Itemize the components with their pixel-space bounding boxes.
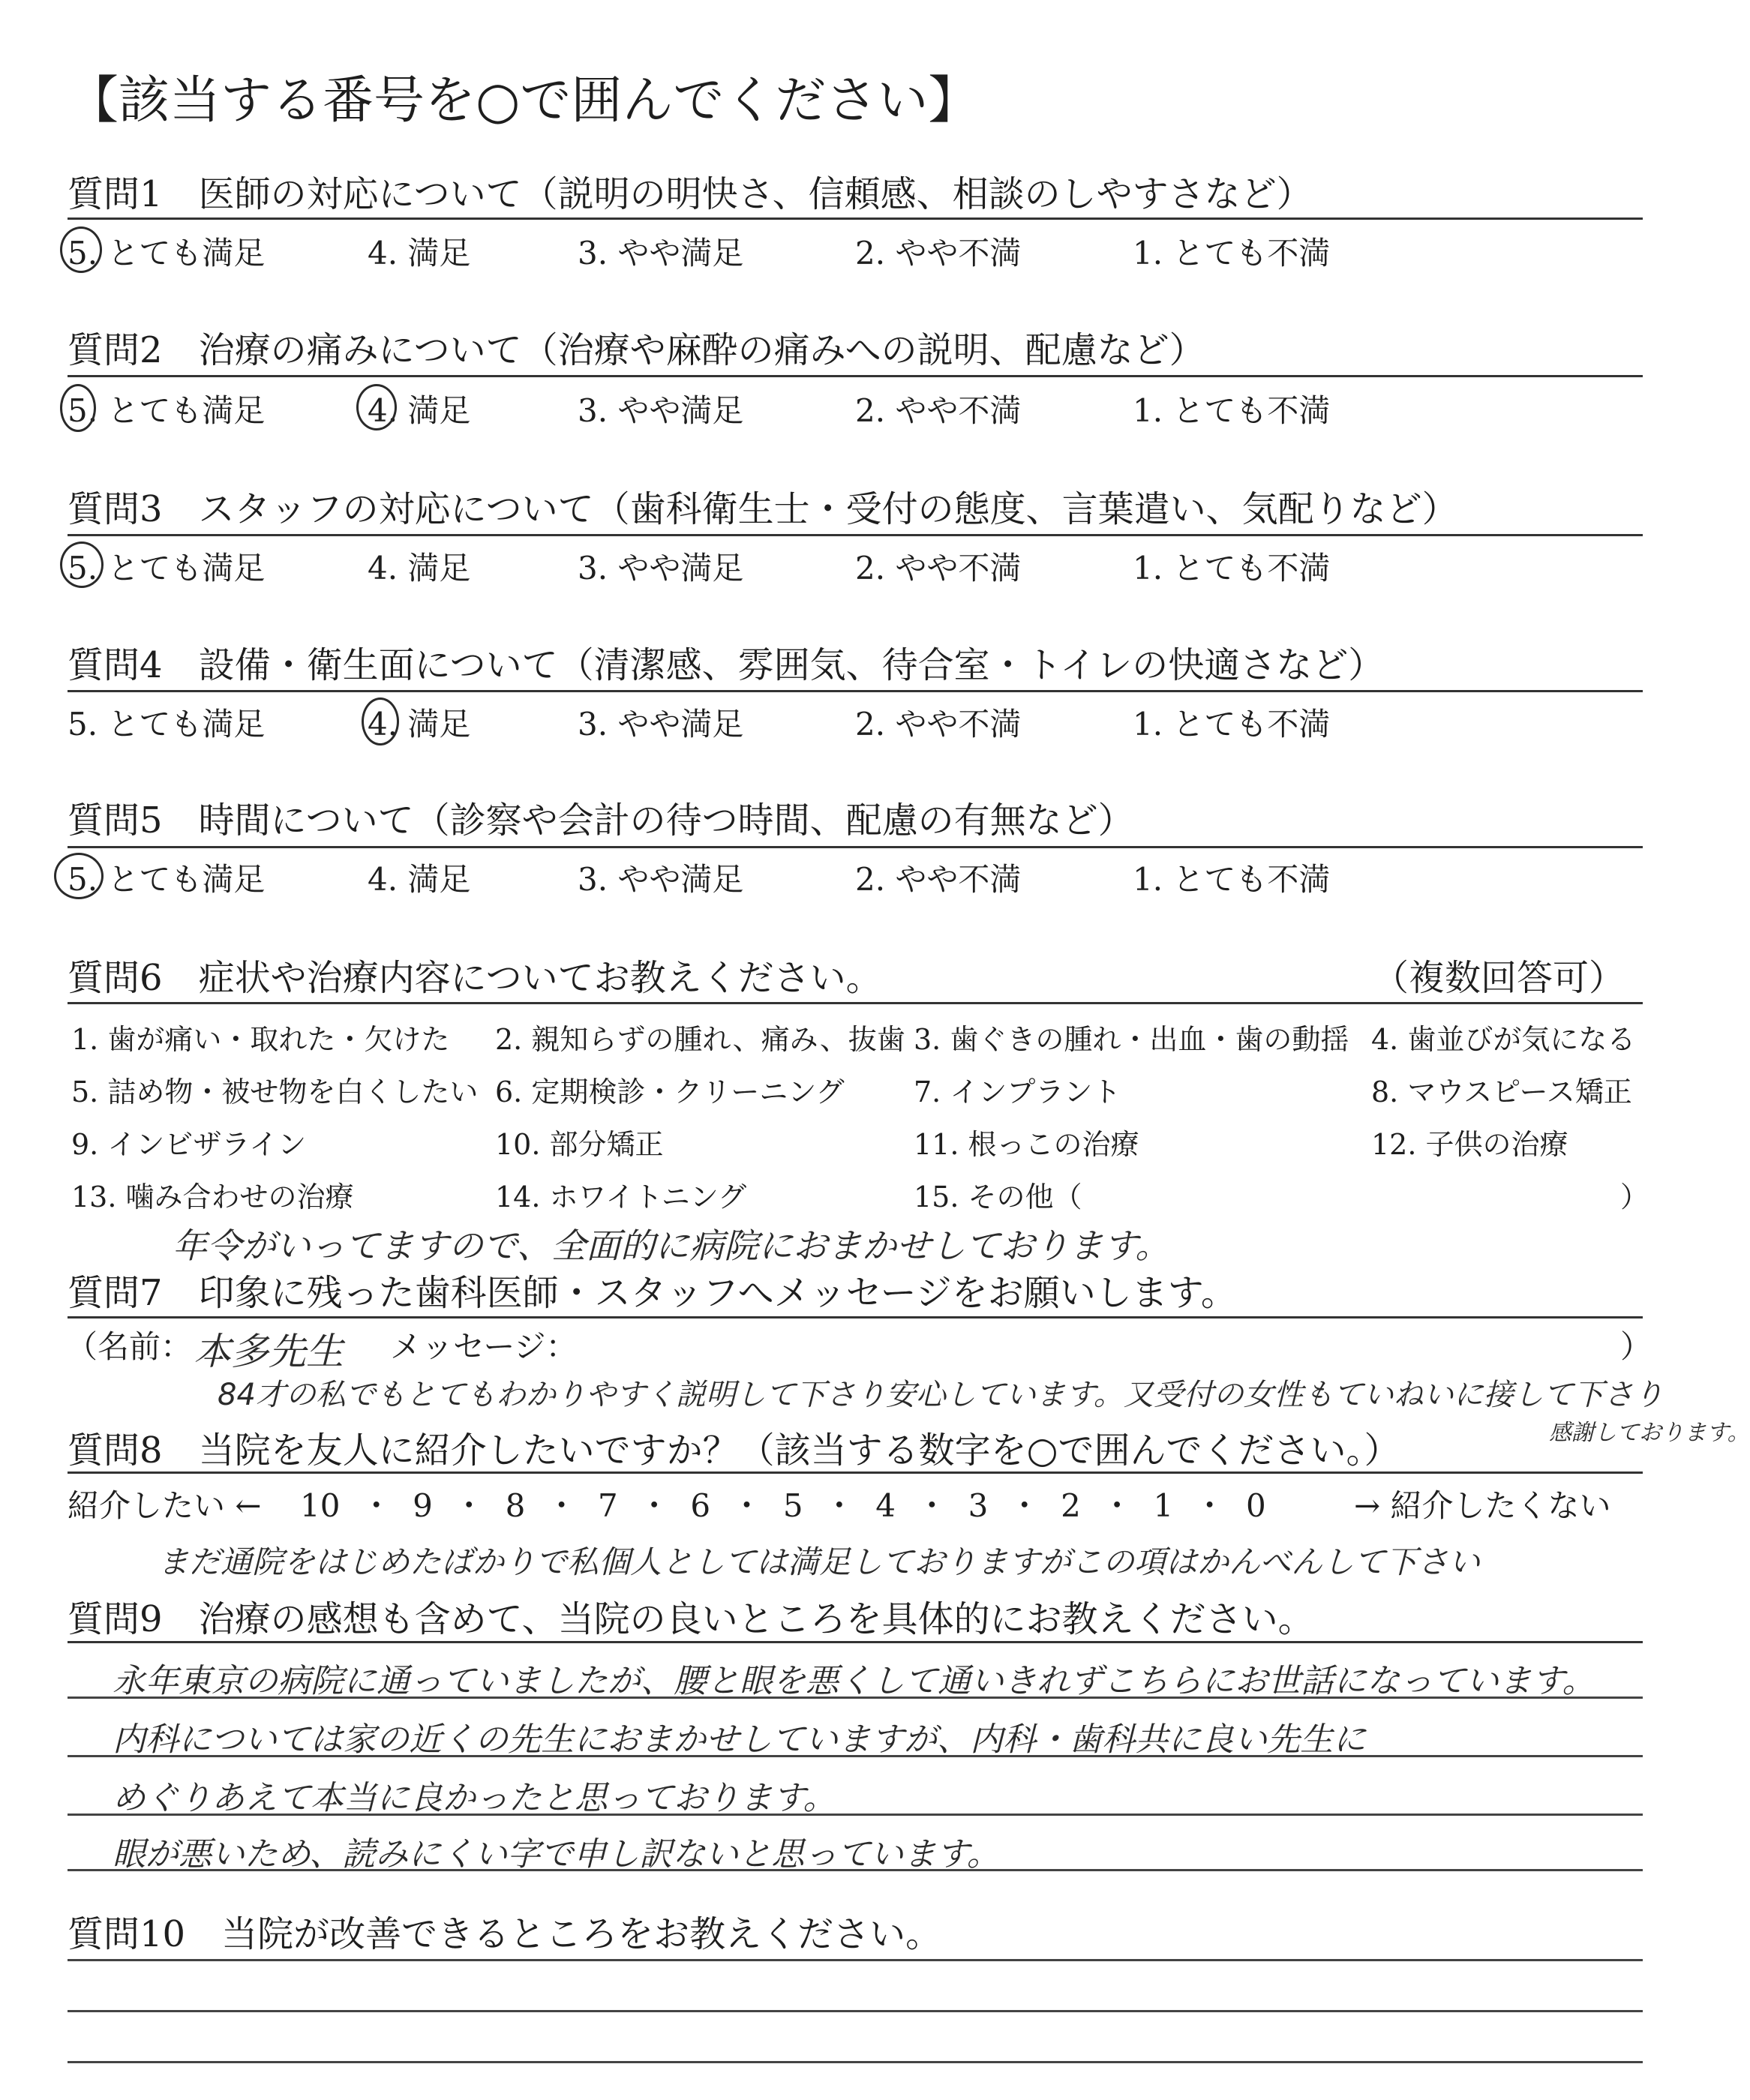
q3-option-2[interactable]: 2. やや不満 — [855, 550, 1022, 586]
q4-option-4[interactable]: 4. 満足 — [368, 706, 471, 742]
page-title: 【該当する番号を○で囲んでください】 — [68, 71, 980, 130]
q5-text: 時間について（診察や会計の待つ時間、配慮の有無など） — [198, 800, 1134, 842]
q6-rule — [68, 1002, 1643, 1004]
q4-rule — [68, 690, 1643, 692]
q4-option-3[interactable]: 3. やや満足 — [578, 706, 744, 742]
q9-label: 質問9 — [68, 1598, 163, 1640]
q2-selection-circle-4 — [356, 384, 397, 430]
q6-close-paren: ） — [1620, 1180, 1649, 1214]
q1-heading — [68, 165, 1313, 217]
q6-item-12[interactable]: 12. 子供の治療 — [1371, 1128, 1568, 1161]
q6-item-6[interactable]: 6. 定期検診・クリーニング — [495, 1076, 845, 1108]
q5-heading — [68, 791, 1134, 843]
q8-rule — [68, 1472, 1643, 1474]
q3-selection-circle — [60, 542, 104, 588]
q4-option-2[interactable]: 2. やや不満 — [855, 706, 1022, 742]
q9-handwritten-line-2: 内科については家の近くの先生におまかせしていますが、内科・歯科共に良い先生に — [113, 1720, 1367, 1759]
q3-label: 質問3 — [68, 488, 163, 530]
q2-heading — [68, 321, 1205, 373]
q10-write-line-2 — [68, 2010, 1643, 2012]
q6-item-5[interactable]: 5. 詰め物・被せ物を白くしたい — [71, 1076, 479, 1108]
q8-handwritten-answer: まだ通院をはじめたばかりで私個人としては満足しておりますがこの項はかんべんして下さい — [158, 1544, 1481, 1580]
q4-heading — [68, 636, 1384, 688]
q7-name-value: 本多先生 — [194, 1330, 344, 1373]
q6-item-11[interactable]: 11. 根っこの治療 — [914, 1128, 1139, 1161]
q2-rule — [68, 375, 1643, 377]
q5-rule — [68, 846, 1643, 848]
q3-heading — [68, 480, 1458, 532]
q7-handwritten-message-cont: 感謝しております。 — [1549, 1420, 1750, 1446]
q6-item-9[interactable]: 9. インビザライン — [71, 1128, 307, 1161]
q7-handwritten-message: 84才の私でもとてもわかりやすく説明して下さり安心しています。又受付の女性もていねいに接して下さり — [218, 1378, 1664, 1412]
q8-scale[interactable]: 10 ・ 9 ・ 8 ・ 7 ・ 6 ・ 5 ・ 4 ・ 3 ・ 2 ・ 1 ・ 0 — [300, 1487, 1266, 1524]
q6-item-7[interactable]: 7. インプラント — [914, 1076, 1121, 1108]
q5-option-2[interactable]: 2. やや不満 — [855, 861, 1022, 898]
q3-rule — [68, 534, 1643, 536]
q3-option-5[interactable]: 5. とても満足 — [68, 550, 266, 586]
q1-option-3[interactable]: 3. やや満足 — [578, 235, 744, 272]
q1-option-4[interactable]: 4. 満足 — [368, 235, 471, 272]
q8-heading — [68, 1421, 1400, 1473]
q7-message-label: メッセージ： — [390, 1328, 578, 1365]
q6-item-13[interactable]: 13. 噛み合わせの治療 — [71, 1180, 354, 1214]
q3-option-3[interactable]: 3. やや満足 — [578, 550, 744, 586]
q9-handwritten-line-1: 永年東京の病院に通っていましたが、腰と眼を悪くして通いきれずこちらにお世話になっています。 — [113, 1662, 1595, 1700]
q5-option-4[interactable]: 4. 満足 — [368, 861, 471, 898]
q7-close-paren: ） — [1620, 1328, 1652, 1365]
q5-option-5[interactable]: 5. とても満足 — [68, 861, 266, 898]
q6-item-14[interactable]: 14. ホワイトニング — [495, 1180, 747, 1214]
q6-heading — [68, 949, 882, 1000]
q2-label: 質問2 — [68, 329, 163, 371]
q10-write-line-3 — [68, 2061, 1643, 2063]
q6-item-1[interactable]: 1. 歯が痛い・取れた・欠けた — [71, 1023, 450, 1056]
q8-label: 質問8 — [68, 1430, 163, 1472]
q3-text: スタッフの対応について（歯科衛生士・受付の態度、言葉遣い、気配りなど） — [198, 488, 1458, 530]
q6-note: （複数回答可） — [1373, 957, 1625, 999]
q2-text: 治療の痛みについて（治療や麻酔の痛みへの説明、配慮など） — [198, 329, 1205, 371]
q3-option-1[interactable]: 1. とても不満 — [1133, 550, 1331, 586]
q6-item-8[interactable]: 8. マウスピース矯正 — [1371, 1076, 1632, 1108]
q9-text: 治療の感想も含めて、当院の良いところを具体的にお教えください。 — [198, 1598, 1314, 1640]
q9-handwritten-line-4: 眼が悪いため、読みにくい字で申し訳ないと思っています。 — [113, 1835, 1000, 1874]
q3-option-4[interactable]: 4. 満足 — [368, 550, 471, 586]
q9-rule — [68, 1641, 1643, 1643]
q2-option-5[interactable]: 5. とても満足 — [68, 392, 266, 429]
q6-item-10[interactable]: 10. 部分矯正 — [495, 1128, 664, 1161]
q2-option-4[interactable]: 4. 満足 — [368, 392, 471, 429]
q10-label: 質問10 — [68, 1913, 186, 1955]
q2-option-2[interactable]: 2. やや不満 — [855, 392, 1022, 429]
q2-option-3[interactable]: 3. やや満足 — [578, 392, 744, 429]
q9-handwritten-line-3: めぐりあえて本当に良かったと思っております。 — [113, 1779, 836, 1817]
q10-write-line-1 — [68, 1959, 1643, 1961]
q1-text: 医師の対応について（説明の明快さ、信頼感、相談のしやすさなど） — [198, 173, 1313, 215]
q10-heading — [68, 1905, 941, 1957]
q2-selection-circle-5 — [60, 384, 96, 432]
q1-option-5[interactable]: 5. とても満足 — [68, 235, 266, 272]
q1-label: 質問1 — [68, 173, 163, 215]
q7-label: 質問7 — [68, 1272, 163, 1314]
q6-item-4[interactable]: 4. 歯並びが気になる — [1371, 1023, 1636, 1056]
q6-text: 症状や治療内容についてお教えください。 — [198, 957, 882, 999]
q4-text: 設備・衛生面について（清潔感、雰囲気、待合室・トイレの快適さなど） — [198, 644, 1385, 686]
q6-item-15[interactable]: 15. その他（ — [914, 1180, 1082, 1214]
q7-name-label: （名前： — [66, 1328, 193, 1365]
q4-option-1[interactable]: 1. とても不満 — [1133, 706, 1331, 742]
q9-heading — [68, 1590, 1314, 1642]
q5-label: 質問5 — [68, 800, 163, 842]
q1-rule — [68, 218, 1643, 220]
q8-text: 当院を友人に紹介したいですか？（該当する数字を○で囲んでください。） — [198, 1430, 1400, 1472]
q10-text: 当院が改善できるところをお教えください。 — [221, 1913, 942, 1955]
q4-label: 質問4 — [68, 644, 163, 686]
q6-handwritten-answer: 年令がいってますので、全面的に病院におまかせしております。 — [173, 1226, 1170, 1266]
q1-selection-circle — [60, 226, 102, 273]
q7-rule — [68, 1316, 1643, 1318]
q4-selection-circle — [362, 698, 399, 746]
q1-option-1[interactable]: 1. とても不満 — [1133, 235, 1331, 272]
q7-heading — [68, 1264, 1237, 1316]
q8-right-label: → 紹介したくない — [1354, 1487, 1611, 1524]
q8-left-label: 紹介したい ← — [68, 1487, 262, 1524]
q6-item-2[interactable]: 2. 親知らずの腫れ、痛み、抜歯 — [495, 1023, 905, 1056]
q5-option-3[interactable]: 3. やや満足 — [578, 861, 744, 898]
q7-text: 印象に残った歯科医師・スタッフへメッセージをお願いします。 — [198, 1272, 1237, 1314]
q5-selection-circle — [54, 853, 104, 899]
q6-label: 質問6 — [68, 957, 163, 999]
q2-option-1[interactable]: 1. とても不満 — [1133, 392, 1331, 429]
q4-option-5[interactable]: 5. とても満足 — [68, 706, 266, 742]
q5-option-1[interactable]: 1. とても不満 — [1133, 861, 1331, 898]
q1-option-2[interactable]: 2. やや不満 — [855, 235, 1022, 272]
q6-item-3[interactable]: 3. 歯ぐきの腫れ・出血・歯の動揺 — [914, 1023, 1349, 1056]
